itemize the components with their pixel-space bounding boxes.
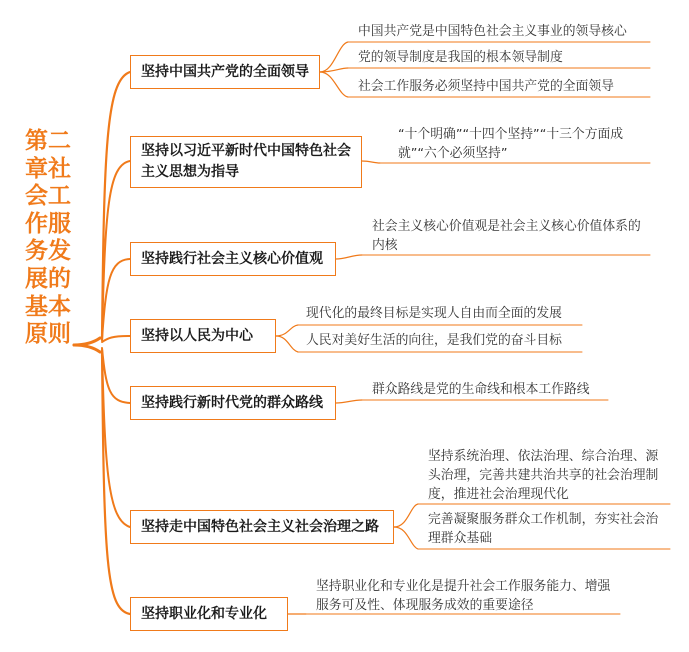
branch-label: 坚持以习近平新时代中国特色社会主义思想为指导	[141, 143, 351, 180]
branch-label: 坚持走中国特色社会主义社会治理之路	[141, 518, 379, 535]
branch-professionalization	[130, 597, 288, 631]
branch-party-leadership	[130, 55, 320, 89]
leaf-item: 坚持职业化和专业化是提升社会工作服务能力、增强服务可及性、体现服务成效的重要途径	[316, 579, 611, 613]
leaf-item: 中国共产党是中国特色社会主义事业的领导核心	[358, 24, 627, 39]
branch-label: 坚持以人民为中心	[141, 327, 253, 344]
branch-xi-thought	[130, 136, 362, 188]
trunk-line	[102, 348, 130, 403]
leaf-item: “十个明确”“十四个坚持”“十三个方面成就”“六个必须坚持”	[398, 127, 624, 161]
leaf-item: 完善凝聚服务群众工作机制，夯实社会治理群众基础	[428, 512, 659, 546]
leaf-connector	[336, 400, 362, 403]
branch-label: 坚持践行社会主义核心价值观	[141, 250, 323, 267]
root-topic: 第二章社会工作服务发展的基本原则	[25, 128, 71, 348]
leaf-item: 群众路线是党的生命线和根本工作路线	[372, 382, 590, 397]
leaf-item: 现代化的最终目标是实现人自由而全面的发展	[306, 306, 562, 321]
branch-people-centered	[130, 319, 276, 353]
leaf-connector	[394, 527, 418, 549]
leaf-connector	[276, 336, 298, 352]
leaf-item: 人民对美好生活的向往，是我们党的奋斗目标	[306, 333, 562, 348]
leaf-connector	[394, 504, 418, 527]
branch-social-governance	[130, 510, 394, 544]
branch-core-values	[130, 242, 336, 276]
leaf-item: 社会主义核心价值观是社会主义核心价值体系的内核	[372, 219, 641, 253]
branch-label: 坚持中国共产党的全面领导	[141, 63, 309, 80]
leaf-connector	[320, 68, 348, 72]
leaf-connector	[320, 72, 348, 97]
leaf-connector	[336, 255, 362, 259]
leaf-item: 党的领导制度是我国的根本领导制度	[358, 50, 563, 65]
trunk-line	[102, 259, 130, 340]
trunk-line	[102, 336, 130, 342]
branch-label: 坚持践行新时代党的群众路线	[141, 394, 323, 411]
trunk-line	[102, 350, 130, 614]
root-connector	[74, 345, 100, 352]
leaf-connector	[276, 325, 298, 336]
leaf-item: 社会工作服务必须坚持中国共产党的全面领导	[358, 79, 614, 94]
leaf-connector	[362, 161, 380, 163]
trunk-line	[102, 161, 130, 340]
branch-label: 坚持职业化和专业化	[141, 605, 267, 622]
branch-mass-line	[130, 386, 336, 420]
leaf-item: 坚持系统治理、依法治理、综合治理、源头治理，完善共建共治共享的社会治理制度，推进社会治理现代化	[428, 449, 659, 502]
leaf-connector	[320, 42, 348, 72]
